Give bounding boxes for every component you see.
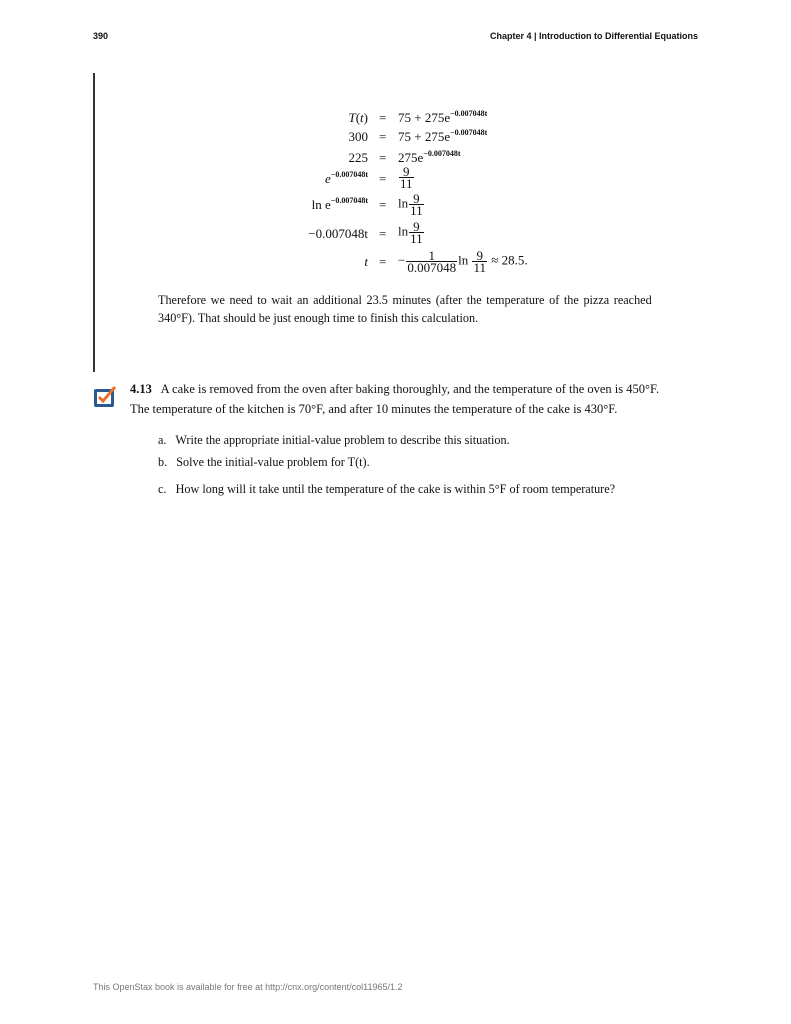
equals: = bbox=[379, 197, 387, 212]
eq-rhs-3: $275e^{-0.007048t}$ bbox=[398, 149, 461, 165]
eq-rhs-5: ln $\frac{9}{11}$ bbox=[398, 191, 423, 218]
eq-lhs-1: T(t) bbox=[348, 110, 368, 125]
eq-lhs-3: 225 bbox=[348, 150, 368, 165]
chapter-title: Chapter 4 | Introduction to Differential Equations bbox=[489, 31, 698, 41]
list-item: a. Write the appropriate initial-value problem to describe this situation. bbox=[158, 433, 510, 447]
eq-lhs-5: $\ln e^{-0.007048t}$ bbox=[311, 196, 368, 212]
footer-note: This OpenStax book is available for free at http://cnx.org/content/col11965/1.2 bbox=[93, 982, 403, 992]
equals: = bbox=[379, 254, 387, 269]
eq-lhs-2: 300 bbox=[348, 129, 368, 144]
eq-lhs-7: t bbox=[364, 254, 368, 269]
eq-rhs-6: ln $\frac{9}{11}$ bbox=[398, 219, 423, 246]
page-number: 390 bbox=[93, 31, 109, 41]
eq-rhs-4: $\frac{9}{11}$ bbox=[400, 164, 413, 191]
equals: = bbox=[379, 150, 387, 165]
eq-rhs-2: $75 + 275e^{-0.007048t}$ bbox=[398, 128, 488, 144]
list-item: c. How long will it take until the temperature of the cake is within 5°F of room temperature? bbox=[158, 482, 616, 496]
eq-lhs-6: −0.007048t bbox=[308, 226, 368, 241]
equals: = bbox=[379, 129, 387, 144]
exercise-line-1: 4.13 A cake is removed from the oven after baking thoroughly, and the temperature of the oven is 450°F. bbox=[130, 382, 660, 396]
paragraph-line-1: Therefore we need to wait an additional 23.5 minutes (after the temperature of the pizza reached bbox=[158, 293, 652, 307]
example-margin-bar bbox=[93, 73, 95, 372]
equals: = bbox=[379, 171, 387, 186]
eq-lhs-4: $e^{-0.007048t}$ bbox=[324, 170, 368, 186]
paragraph-line-2: 340°F). That should be just enough time to finish this calculation. bbox=[158, 311, 479, 325]
eq-rhs-7: − $\frac{1}{0.007048}$ ln $\frac{9}{11}$ ≈ 28.5. bbox=[398, 248, 528, 275]
checkbox-exercise-icon bbox=[93, 386, 117, 408]
list-item: b. Solve the initial-value problem for T(t). bbox=[158, 455, 370, 469]
eq-rhs-1: $75 + 275e^{-0.007048t}$ bbox=[398, 109, 488, 125]
exercise-line-2: The temperature of the kitchen is 70°F, and after 10 minutes the temperature of the cake is 430°F. bbox=[130, 402, 618, 416]
equals: = bbox=[379, 110, 387, 125]
equals: = bbox=[379, 226, 387, 241]
